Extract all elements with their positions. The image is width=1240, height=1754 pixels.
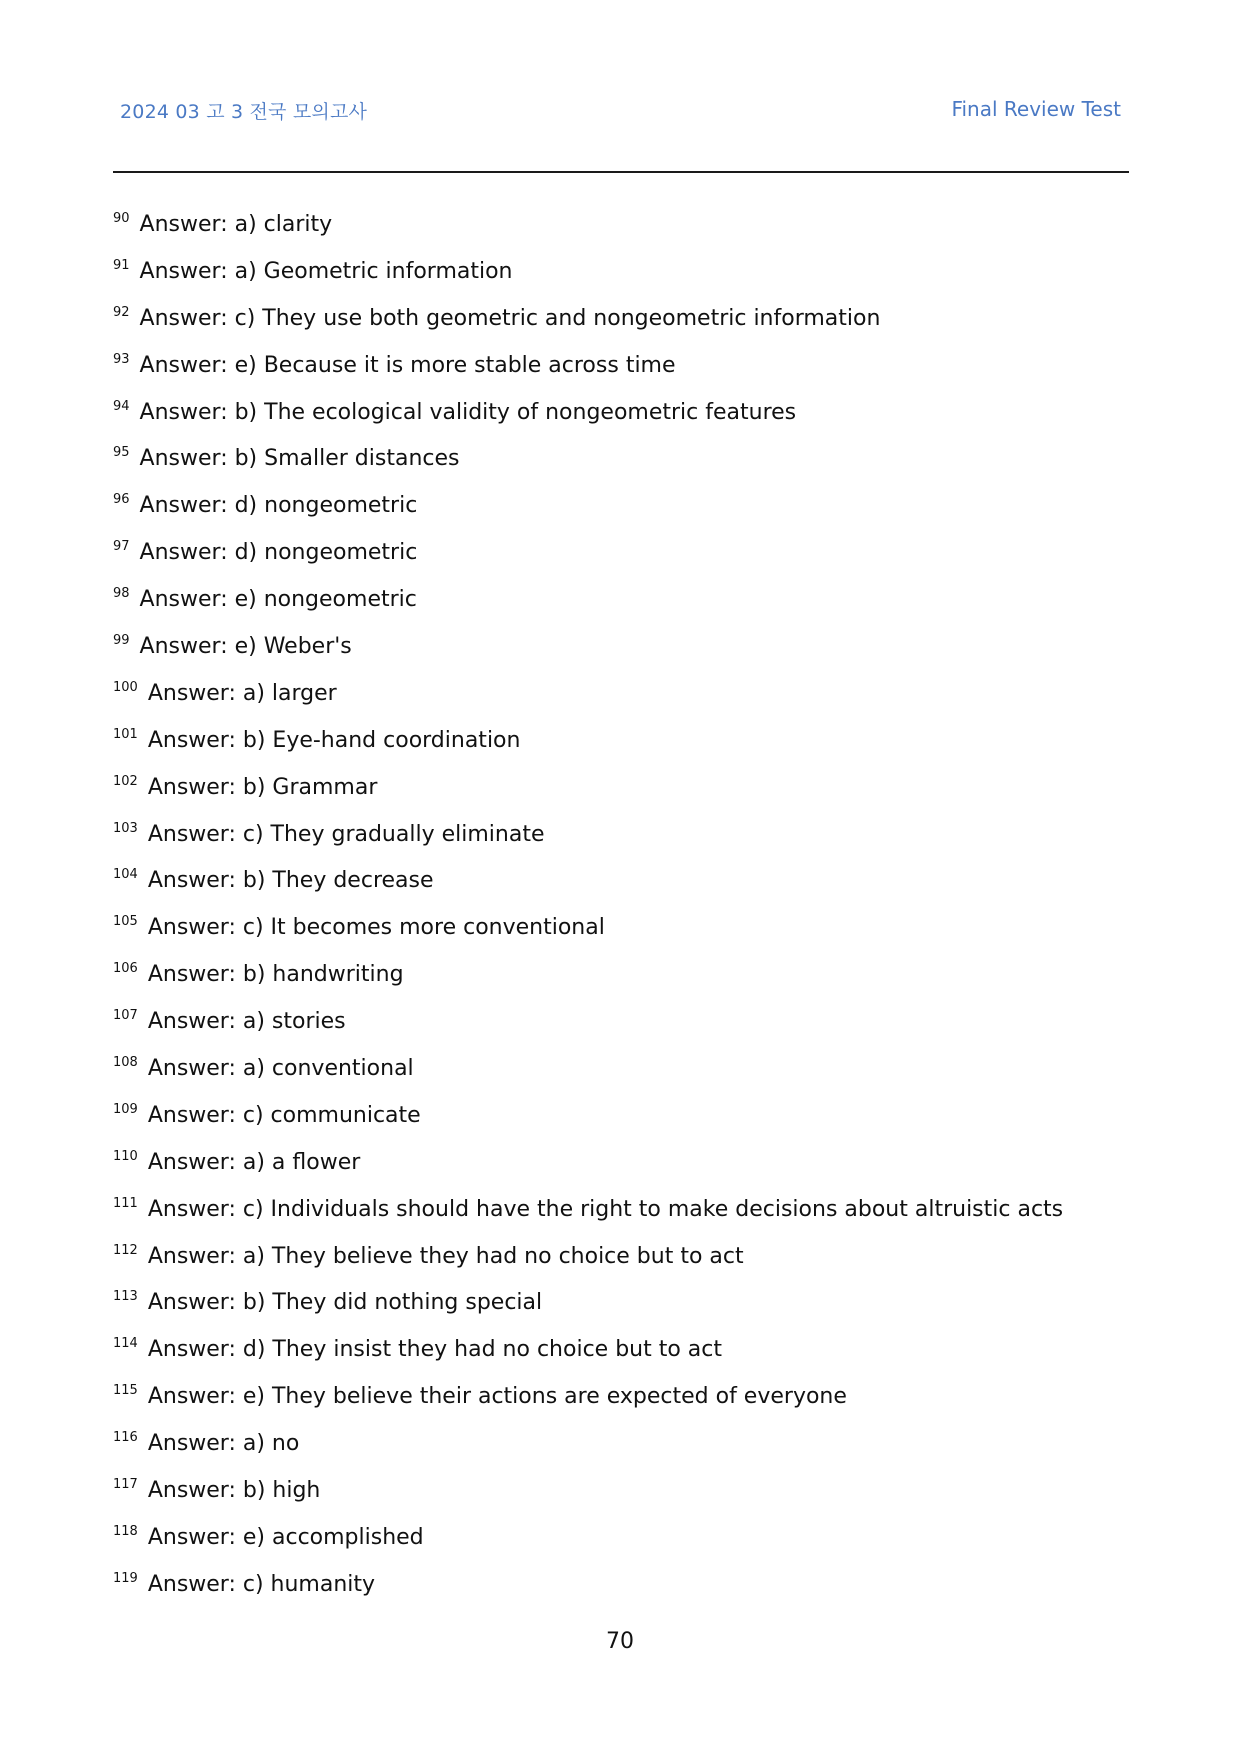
answer-text: Answer: b) They decrease xyxy=(147,868,434,894)
footnote-number: 96 xyxy=(113,492,130,508)
list-item xyxy=(113,1184,1129,1231)
answer-text: Answer: d) nongeometric xyxy=(139,540,418,566)
answer-text: Answer: c) They use both geometric and nongeometric information xyxy=(139,305,881,331)
list-item xyxy=(113,480,1129,527)
footnote-number: 116 xyxy=(113,1430,138,1446)
footnote-number: 91 xyxy=(113,257,130,273)
answer-text: Answer: a) a flower xyxy=(147,1149,361,1175)
footnote-number: 114 xyxy=(113,1336,138,1352)
list-item xyxy=(113,949,1129,996)
footnote-number: 97 xyxy=(113,539,130,555)
list-item xyxy=(113,902,1129,949)
list-item xyxy=(113,293,1129,340)
footnote-number: 119 xyxy=(113,1570,138,1586)
answer-text: Answer: c) It becomes more conventional xyxy=(147,915,605,941)
exam-title: 2024 03 고 3 전국 모의고사 xyxy=(120,101,368,123)
answer-text: Answer: a) Geometric information xyxy=(139,258,513,284)
list-item xyxy=(113,387,1129,434)
list-item xyxy=(113,1465,1129,1512)
list-item xyxy=(113,1324,1129,1371)
footnote-number: 102 xyxy=(113,773,138,789)
list-item xyxy=(113,246,1129,293)
answer-text: Answer: e) nongeometric xyxy=(139,587,417,613)
footnote-number: 104 xyxy=(113,867,138,883)
answer-text: Answer: d) They insist they had no choice but to act xyxy=(147,1337,722,1363)
list-item xyxy=(113,1137,1129,1184)
answer-text: Answer: a) They believe they had no choice but to act xyxy=(147,1243,744,1269)
header-divider xyxy=(113,171,1129,173)
footnote-number: 109 xyxy=(113,1101,138,1117)
answer-text: Answer: c) humanity xyxy=(147,1571,376,1597)
list-item xyxy=(113,1418,1129,1465)
answer-list xyxy=(113,199,1129,1606)
answer-text: Answer: b) They did nothing special xyxy=(147,1290,543,1316)
footnote-number: 110 xyxy=(113,1148,138,1164)
answer-text: Answer: e) accomplished xyxy=(147,1524,424,1550)
answer-text: Answer: c) They gradually eliminate xyxy=(147,821,545,847)
footnote-number: 107 xyxy=(113,1008,138,1024)
list-item xyxy=(113,715,1129,762)
list-item xyxy=(113,668,1129,715)
answer-text: Answer: e) Because it is more stable across time xyxy=(139,352,676,378)
list-item xyxy=(113,1231,1129,1278)
footnote-number: 106 xyxy=(113,961,138,977)
list-item xyxy=(113,1090,1129,1137)
answer-text: Answer: b) The ecological validity of nongeometric features xyxy=(139,399,797,425)
answer-text: Answer: b) Smaller distances xyxy=(139,446,460,472)
list-item xyxy=(113,340,1129,387)
answer-text: Answer: e) Weber's xyxy=(139,634,352,660)
footnote-number: 101 xyxy=(113,726,138,742)
answer-text: Answer: b) Eye-hand coordination xyxy=(147,727,521,753)
answer-text: Answer: b) high xyxy=(147,1478,321,1504)
page-header xyxy=(120,97,1121,127)
footnote-number: 105 xyxy=(113,914,138,930)
list-item xyxy=(113,621,1129,668)
list-item xyxy=(113,1559,1129,1606)
answer-text: Answer: b) handwriting xyxy=(147,962,404,988)
footnote-number: 117 xyxy=(113,1477,138,1493)
answer-text: Answer: e) They believe their actions are expected of everyone xyxy=(147,1384,847,1410)
footnote-number: 118 xyxy=(113,1523,138,1539)
footnote-number: 99 xyxy=(113,633,130,649)
answer-text: Answer: a) clarity xyxy=(139,212,333,237)
footnote-number: 94 xyxy=(113,398,130,414)
list-item xyxy=(113,1043,1129,1090)
answer-text: Answer: d) nongeometric xyxy=(139,493,418,519)
list-item xyxy=(113,762,1129,809)
footnote-number: 112 xyxy=(113,1242,138,1258)
footnote-number: 108 xyxy=(113,1055,138,1071)
list-item xyxy=(113,199,1129,246)
answer-text: Answer: a) conventional xyxy=(147,1056,414,1082)
list-item xyxy=(113,1512,1129,1559)
answer-text: Answer: a) stories xyxy=(147,1009,346,1035)
footnote-number: 111 xyxy=(113,1195,138,1211)
answer-text: Answer: a) no xyxy=(147,1431,300,1457)
footnote-number: 92 xyxy=(113,304,130,320)
footnote-number: 113 xyxy=(113,1289,138,1305)
list-item xyxy=(113,574,1129,621)
test-title: Final Review Test xyxy=(951,97,1121,121)
answer-text: Answer: c) Individuals should have the right to make decisions about altruistic acts xyxy=(147,1196,1064,1222)
list-item xyxy=(113,855,1129,902)
list-item xyxy=(113,1371,1129,1418)
answer-text: Answer: c) communicate xyxy=(147,1102,421,1128)
list-item xyxy=(113,1277,1129,1324)
page-number: 70 xyxy=(606,1629,634,1654)
footnote-number: 100 xyxy=(113,679,138,695)
footnote-number: 90 xyxy=(113,211,130,226)
footnote-number: 115 xyxy=(113,1383,138,1399)
footnote-number: 98 xyxy=(113,586,130,602)
list-item xyxy=(113,433,1129,480)
footnote-number: 93 xyxy=(113,351,130,367)
footnote-number: 95 xyxy=(113,445,130,461)
list-item xyxy=(113,996,1129,1043)
answer-text: Answer: a) larger xyxy=(147,680,337,706)
list-item xyxy=(113,809,1129,856)
answer-text: Answer: b) Grammar xyxy=(147,774,378,800)
list-item xyxy=(113,527,1129,574)
footnote-number: 103 xyxy=(113,820,138,836)
